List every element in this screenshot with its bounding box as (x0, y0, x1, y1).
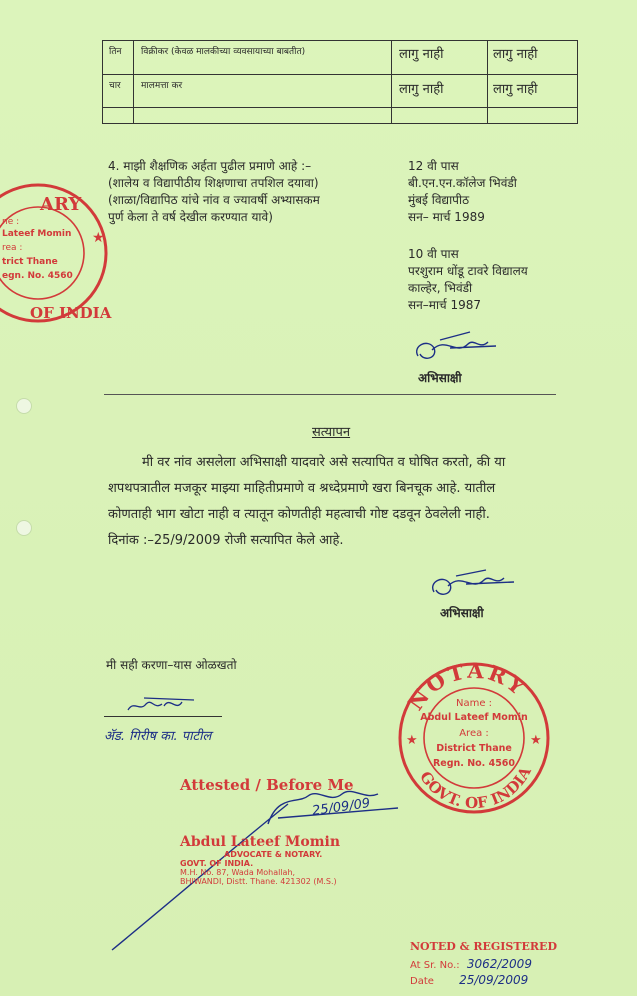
stamp-title: ADVOCATE & NOTARY. (224, 850, 323, 859)
partial-seal-bottom: OF INDIA (30, 304, 112, 322)
deponent-label-2: अभिसाक्षी (440, 606, 484, 620)
table-row (103, 41, 577, 75)
punch-hole-top (16, 398, 32, 414)
verification-line: कोणताही भाग खोटा नाही व त्यातून कोणतीही महत्वाची गोष्ट दडवून ठेवलेली नाही. (108, 507, 490, 522)
identifier-signature-line (104, 716, 222, 717)
registration-stamp (410, 940, 610, 987)
answer-line: बी.एन.एन.कॉलेज भिवंडी (408, 176, 517, 190)
partial-seal-line: Lateef Momin (2, 229, 72, 239)
seal-area: District Thane (436, 743, 512, 754)
seal-area-label: Area : (459, 728, 489, 739)
divider-line (104, 394, 556, 395)
answer-line: मुंबई विद्यापीठ (408, 193, 470, 207)
stamp-address: M.H. No. 87, Wada Mohallah, (180, 868, 296, 877)
seal-name: Abdul Lateef Momin (420, 712, 528, 723)
question-line: 4. माझी शैक्षणिक अर्हता पुढील प्रमाणे आहे :– (108, 159, 312, 173)
partial-seal-line: trict Thane (2, 257, 58, 267)
star-icon: ★ (530, 733, 542, 748)
date-value: 25/09/2009 (459, 973, 529, 987)
notary-stamp (180, 834, 400, 886)
row-description: विक्रीकर (केवळ मालकीच्या व्यवसायाच्या बाबतीत) (141, 47, 306, 57)
seal-regn: Regn. No. 4560 (432, 758, 516, 769)
registration-title: NOTED & REGISTERED (410, 940, 557, 953)
partial-seal-line: egn. No. 4560 (2, 271, 73, 281)
sr-value: 3062/2009 (466, 957, 532, 971)
answer-line: सन– मार्च 1989 (408, 210, 485, 224)
verification-line: दिनांक :–25/9/2009 रोजी सत्यापित केले आहे. (108, 533, 344, 548)
identifier-name: ॲड. गिरीष का. पाटील (104, 729, 212, 744)
answer-line: काल्हेर, भिवंडी (408, 281, 473, 295)
seal-name-label: Name : (455, 698, 493, 709)
row-number: चार (109, 81, 121, 91)
partial-seal-line: ne : (2, 217, 20, 227)
attested-label: Attested / Before Me (180, 776, 354, 794)
question-line: (शाळा/विद्यापिठ यांचे नांव व ज्यावर्षी अभ्यासकम (108, 193, 320, 207)
stamp-address: BHIWANDI, Distt. Thane. 421302 (M.S.) (180, 877, 337, 886)
deponent-signature-2 (428, 568, 518, 604)
seal-top-text: NOTARY (402, 660, 532, 715)
star-icon: ★ (92, 230, 105, 246)
answer-line: 10 वी पास (408, 247, 459, 261)
answer-line: 12 वी पास (408, 159, 459, 173)
row-number: तिन (109, 47, 122, 57)
partial-seal-top: ARY (40, 194, 82, 215)
verification-line: शपथपत्रातील मजकूर माझ्या माहितीप्रमाणे व श्रध्देप्रमाणे खरा बिनचूक आहे. यातील (108, 481, 496, 496)
stamp-name: Abdul Lateef Momin (180, 834, 341, 850)
notary-seal-icon (396, 660, 552, 816)
partial-seal-line: rea : (2, 243, 23, 253)
attest-date: 25/09/09 (311, 796, 372, 819)
answer-line: परशुराम धोंडू टावरे विद्यालय (408, 264, 528, 278)
question-line: पुर्ण केला ते वर्ष देखील करण्यात यावे) (108, 210, 273, 224)
notary-seal-partial-icon (0, 178, 115, 328)
table-row (103, 74, 577, 108)
education-answer-10th (408, 246, 608, 314)
verification-body (108, 450, 580, 554)
question-line: (शालेय व विद्यापीठीय शिक्षणाचा तपशिल दयावा) (108, 176, 319, 190)
row-description: मालमत्ता कर (141, 81, 183, 91)
punch-hole-bottom (16, 520, 32, 536)
date-label: Date (410, 976, 434, 987)
deponent-label: अभिसाक्षी (418, 371, 462, 385)
sr-label: At Sr. No.: (410, 960, 460, 971)
education-question (108, 158, 378, 226)
row-value: लागु नाही (399, 47, 444, 62)
row-value: लागु नाही (493, 47, 538, 62)
identifier-statement: मी सही करणा–यास ओळखतो (106, 658, 237, 672)
education-answer-12th (408, 158, 608, 226)
seal-bottom-text: GOVT. OF INDIA (416, 763, 535, 813)
tax-table (102, 40, 578, 124)
verification-line: मी वर नांव असलेला अभिसाक्षी यादवारे असे सत्यापित व घोषित करतो, की या (142, 455, 506, 470)
star-icon: ★ (406, 733, 418, 748)
row-value: लागु नाही (493, 82, 538, 97)
row-value: लागु नाही (399, 82, 444, 97)
deponent-signature (410, 328, 500, 368)
stamp-govt: GOVT. OF INDIA. (180, 859, 254, 868)
answer-line: सन–मार्च 1987 (408, 298, 482, 312)
verification-heading: सत्यापन (312, 425, 351, 440)
identifier-signature (124, 694, 204, 718)
